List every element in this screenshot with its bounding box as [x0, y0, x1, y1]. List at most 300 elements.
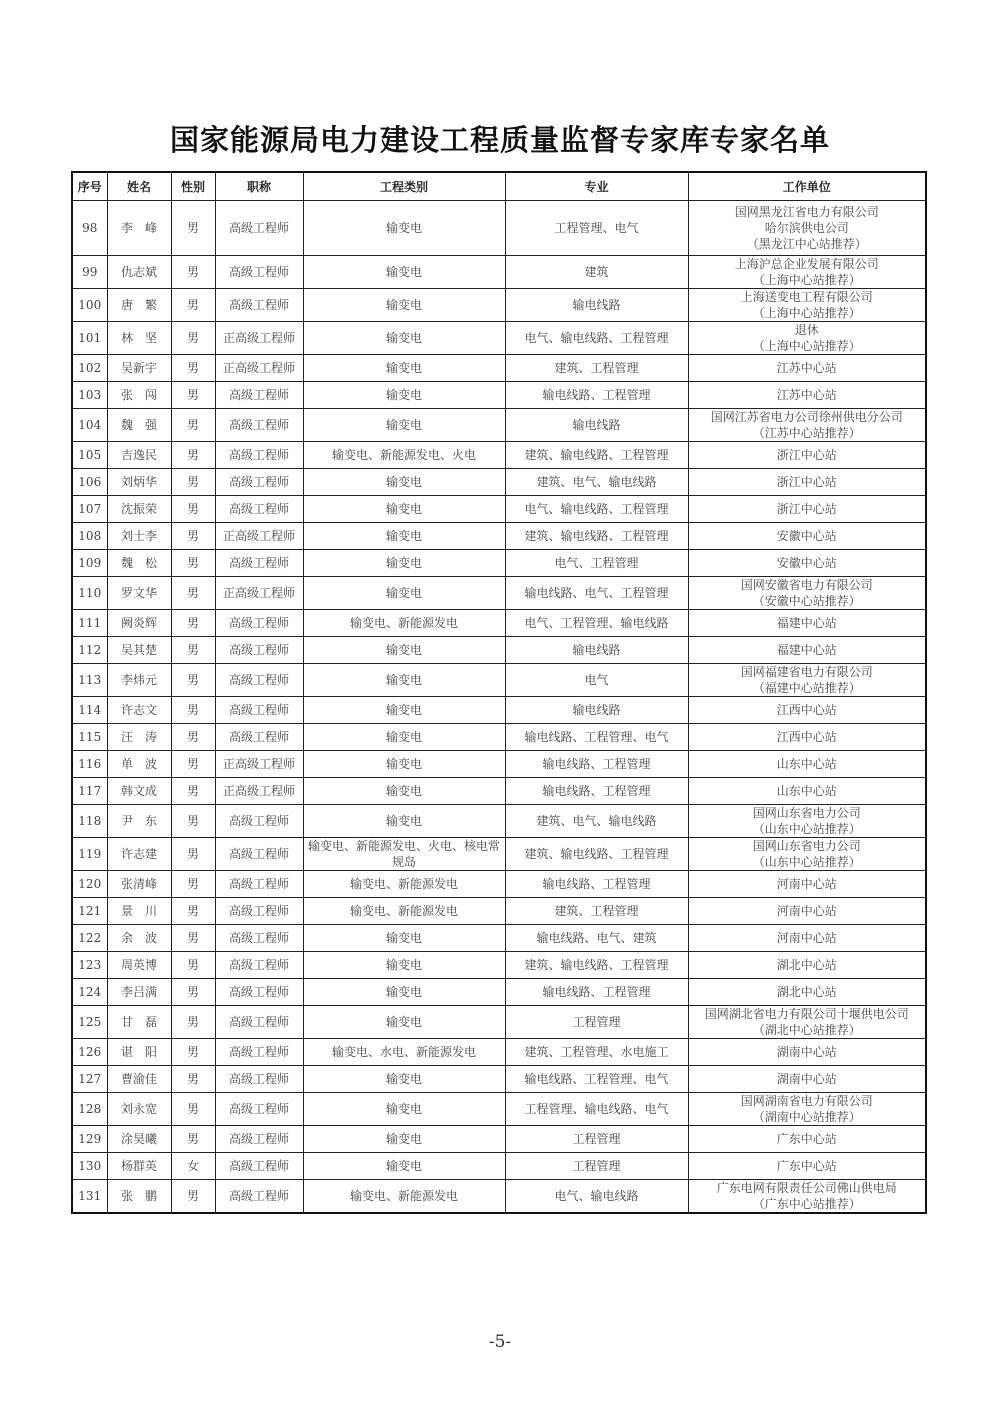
cell-gender: 男	[171, 577, 215, 610]
cell-name: 仇志斌	[107, 256, 171, 289]
table-row	[72, 289, 926, 322]
cell-name: 许志文	[107, 697, 171, 724]
cell-specialty: 输电线路、工程管理	[505, 778, 688, 805]
header-col-title: 职称	[215, 172, 303, 201]
cell-title: 高级工程师	[215, 409, 303, 442]
work-unit-line: （湖北中心站推荐）	[752, 1023, 861, 1037]
cell-index: 102	[72, 355, 107, 382]
cell-index: 119	[72, 838, 107, 871]
cell-project-category: 输变电	[303, 523, 505, 550]
table-row	[72, 256, 926, 289]
page-number: -5-	[488, 1332, 512, 1352]
cell-gender: 男	[171, 1180, 215, 1214]
cell-index: 110	[72, 577, 107, 610]
work-unit-line: （山东中心站推荐）	[752, 822, 861, 836]
cell-specialty: 建筑、电气、输电线路	[505, 469, 688, 496]
cell-specialty: 电气、输电线路、工程管理	[505, 496, 688, 523]
work-unit-line: （山东中心站推荐）	[752, 855, 861, 869]
cell-work-unit	[688, 355, 926, 382]
page-title: 国家能源局电力建设工程质量监督专家库专家名单	[169, 123, 830, 157]
cell-project-category: 输变电、新能源发电、火电	[303, 442, 505, 469]
cell-name: 周英博	[107, 952, 171, 979]
cell-project-category: 输变电	[303, 577, 505, 610]
cell-project-category: 输变电	[303, 469, 505, 496]
cell-specialty: 输电线路、工程管理	[505, 751, 688, 778]
cell-specialty: 输电线路、电气、建筑	[505, 925, 688, 952]
cell-work-unit	[688, 952, 926, 979]
cell-specialty: 建筑、输电线路、工程管理	[505, 523, 688, 550]
work-unit-line: 哈尔滨供电公司	[764, 221, 849, 235]
table-row	[72, 898, 926, 925]
cell-work-unit	[688, 1126, 926, 1153]
cell-index: 114	[72, 697, 107, 724]
work-unit-line: 山东中心站	[776, 784, 837, 798]
cell-title: 正高级工程师	[215, 778, 303, 805]
table-row	[72, 751, 926, 778]
cell-project-category: 输变电	[303, 751, 505, 778]
cell-project-category: 输变电、新能源发电	[303, 871, 505, 898]
cell-gender: 男	[171, 664, 215, 697]
cell-index: 100	[72, 289, 107, 322]
cell-index: 104	[72, 409, 107, 442]
table-row	[72, 664, 926, 697]
cell-name: 刘炳华	[107, 469, 171, 496]
cell-specialty: 电气、工程管理、输电线路	[505, 610, 688, 637]
table-row	[72, 496, 926, 523]
cell-index: 124	[72, 979, 107, 1006]
work-unit-line: 安徽中心站	[776, 529, 837, 543]
cell-project-category: 输变电	[303, 550, 505, 577]
cell-specialty: 建筑、输电线路、工程管理	[505, 442, 688, 469]
table-row	[72, 838, 926, 871]
work-unit-line: 国网湖南省电力有限公司	[740, 1094, 873, 1108]
table-row	[72, 409, 926, 442]
table-row	[72, 577, 926, 610]
table-row	[72, 1126, 926, 1153]
cell-index: 109	[72, 550, 107, 577]
header-col-project-category: 工程类别	[303, 172, 505, 201]
cell-work-unit	[688, 1093, 926, 1126]
cell-index: 108	[72, 523, 107, 550]
cell-name: 韩文成	[107, 778, 171, 805]
work-unit-line: 国网黑龙江省电力有限公司	[734, 205, 879, 219]
cell-index: 116	[72, 751, 107, 778]
cell-work-unit	[688, 805, 926, 838]
work-unit-line: 浙江中心站	[776, 502, 837, 516]
work-unit-line: 退休	[794, 323, 819, 337]
cell-specialty: 输电线路、工程管理、电气	[505, 1066, 688, 1093]
cell-project-category: 输变电、水电、新能源发电	[303, 1039, 505, 1066]
table-row	[72, 697, 926, 724]
table-row	[72, 382, 926, 409]
cell-index: 107	[72, 496, 107, 523]
cell-title: 高级工程师	[215, 724, 303, 751]
cell-name: 汪 涛	[107, 724, 171, 751]
cell-work-unit	[688, 442, 926, 469]
cell-gender: 男	[171, 637, 215, 664]
cell-project-category: 输变电	[303, 496, 505, 523]
cell-specialty: 输电线路、电气、工程管理	[505, 577, 688, 610]
table-row	[72, 469, 926, 496]
cell-work-unit	[688, 610, 926, 637]
cell-name: 李 峰	[107, 201, 171, 256]
table-row	[72, 523, 926, 550]
table-row	[72, 1006, 926, 1039]
cell-specialty: 输电线路	[505, 697, 688, 724]
work-unit-line: 江西中心站	[776, 730, 837, 744]
work-unit-line: （湖南中心站推荐）	[752, 1110, 861, 1124]
cell-name: 张清峰	[107, 871, 171, 898]
cell-specialty: 输电线路	[505, 409, 688, 442]
cell-title: 高级工程师	[215, 1066, 303, 1093]
cell-index: 126	[72, 1039, 107, 1066]
cell-name: 刘永宽	[107, 1093, 171, 1126]
cell-project-category: 输变电	[303, 201, 505, 256]
table-header-row	[72, 172, 926, 201]
cell-specialty: 输电线路	[505, 637, 688, 664]
cell-name: 吴其楚	[107, 637, 171, 664]
cell-title: 正高级工程师	[215, 355, 303, 382]
table-row	[72, 201, 926, 256]
cell-title: 高级工程师	[215, 289, 303, 322]
cell-title: 正高级工程师	[215, 322, 303, 355]
cell-name: 吴新宇	[107, 355, 171, 382]
cell-title: 高级工程师	[215, 1006, 303, 1039]
cell-name: 张 闯	[107, 382, 171, 409]
cell-name: 甘 磊	[107, 1006, 171, 1039]
table-row	[72, 610, 926, 637]
work-unit-line: 河南中心站	[776, 904, 837, 918]
cell-title: 高级工程师	[215, 838, 303, 871]
cell-index: 101	[72, 322, 107, 355]
table-row	[72, 1153, 926, 1180]
cell-work-unit	[688, 697, 926, 724]
cell-work-unit	[688, 469, 926, 496]
cell-gender: 男	[171, 256, 215, 289]
cell-gender: 男	[171, 724, 215, 751]
cell-gender: 男	[171, 550, 215, 577]
cell-project-category: 输变电	[303, 1093, 505, 1126]
cell-index: 123	[72, 952, 107, 979]
cell-title: 高级工程师	[215, 925, 303, 952]
cell-work-unit	[688, 637, 926, 664]
cell-title: 高级工程师	[215, 442, 303, 469]
expert-table	[71, 171, 927, 1214]
cell-gender: 男	[171, 805, 215, 838]
cell-name: 曹渝佳	[107, 1066, 171, 1093]
cell-title: 高级工程师	[215, 1093, 303, 1126]
cell-specialty: 工程管理	[505, 1006, 688, 1039]
cell-specialty: 电气、输电线路	[505, 1180, 688, 1214]
cell-gender: 男	[171, 610, 215, 637]
cell-work-unit	[688, 496, 926, 523]
work-unit-line: 湖北中心站	[776, 985, 837, 999]
work-unit-line: 山东中心站	[776, 757, 837, 771]
work-unit-line: （江苏中心站推荐）	[752, 426, 861, 440]
cell-name: 尹 东	[107, 805, 171, 838]
cell-work-unit	[688, 751, 926, 778]
cell-work-unit	[688, 838, 926, 871]
cell-project-category: 输变电	[303, 1153, 505, 1180]
cell-title: 高级工程师	[215, 1153, 303, 1180]
cell-work-unit	[688, 1066, 926, 1093]
cell-specialty: 输电线路	[505, 289, 688, 322]
cell-name: 许志建	[107, 838, 171, 871]
cell-title: 高级工程师	[215, 898, 303, 925]
cell-specialty: 电气、输电线路、工程管理	[505, 322, 688, 355]
cell-gender: 男	[171, 778, 215, 805]
cell-specialty: 电气	[505, 664, 688, 697]
cell-title: 高级工程师	[215, 952, 303, 979]
cell-name: 杨群英	[107, 1153, 171, 1180]
header-col-work-unit: 工作单位	[688, 172, 926, 201]
cell-title: 高级工程师	[215, 1180, 303, 1214]
header-col-gender: 性别	[171, 172, 215, 201]
cell-work-unit	[688, 1153, 926, 1180]
cell-gender: 男	[171, 382, 215, 409]
work-unit-line: 湖北中心站	[776, 958, 837, 972]
table-row	[72, 1180, 926, 1214]
cell-project-category: 输变电	[303, 409, 505, 442]
cell-work-unit	[688, 925, 926, 952]
cell-specialty: 建筑、工程管理	[505, 898, 688, 925]
table-row	[72, 355, 926, 382]
cell-index: 130	[72, 1153, 107, 1180]
work-unit-line: 江苏中心站	[776, 361, 837, 375]
cell-work-unit	[688, 724, 926, 751]
cell-title: 高级工程师	[215, 637, 303, 664]
work-unit-line: 国网江苏省电力公司徐州供电分公司	[710, 410, 903, 424]
work-unit-line: 上海沪总企业发展有限公司	[734, 257, 879, 271]
work-unit-line: 湖南中心站	[776, 1045, 837, 1059]
cell-project-category: 输变电、新能源发电	[303, 898, 505, 925]
cell-name: 魏 强	[107, 409, 171, 442]
work-unit-line: 广东中心站	[776, 1132, 837, 1146]
cell-index: 99	[72, 256, 107, 289]
cell-gender: 男	[171, 442, 215, 469]
cell-index: 118	[72, 805, 107, 838]
cell-work-unit	[688, 1180, 926, 1214]
cell-gender: 男	[171, 751, 215, 778]
cell-name: 吉逸民	[107, 442, 171, 469]
cell-gender: 男	[171, 925, 215, 952]
cell-gender: 男	[171, 697, 215, 724]
cell-specialty: 建筑、输电线路、工程管理	[505, 838, 688, 871]
cell-work-unit	[688, 289, 926, 322]
work-unit-line: 江西中心站	[776, 703, 837, 717]
cell-specialty: 工程管理	[505, 1126, 688, 1153]
cell-index: 112	[72, 637, 107, 664]
cell-project-category: 输变电	[303, 1126, 505, 1153]
cell-project-category: 输变电	[303, 925, 505, 952]
cell-gender: 男	[171, 1006, 215, 1039]
cell-work-unit	[688, 201, 926, 256]
cell-index: 131	[72, 1180, 107, 1214]
cell-title: 高级工程师	[215, 550, 303, 577]
cell-index: 106	[72, 469, 107, 496]
cell-project-category: 输变电	[303, 664, 505, 697]
cell-name: 谌 阳	[107, 1039, 171, 1066]
cell-title: 正高级工程师	[215, 523, 303, 550]
table-row	[72, 871, 926, 898]
cell-specialty: 工程管理、电气	[505, 201, 688, 256]
table-row	[72, 322, 926, 355]
cell-name: 刘士李	[107, 523, 171, 550]
work-unit-line: 湖南中心站	[776, 1072, 837, 1086]
table-row	[72, 550, 926, 577]
cell-work-unit	[688, 898, 926, 925]
cell-specialty: 建筑、输电线路、工程管理	[505, 952, 688, 979]
header-col-specialty: 专业	[505, 172, 688, 201]
cell-project-category: 输变电、新能源发电	[303, 1180, 505, 1214]
cell-title: 高级工程师	[215, 382, 303, 409]
work-unit-line: 广东中心站	[776, 1159, 837, 1173]
cell-name: 涂昊曦	[107, 1126, 171, 1153]
cell-work-unit	[688, 382, 926, 409]
cell-gender: 男	[171, 523, 215, 550]
cell-index: 113	[72, 664, 107, 697]
cell-title: 高级工程师	[215, 1039, 303, 1066]
table-row	[72, 637, 926, 664]
table-row	[72, 778, 926, 805]
cell-gender: 女	[171, 1153, 215, 1180]
cell-name: 李炜元	[107, 664, 171, 697]
cell-gender: 男	[171, 952, 215, 979]
cell-gender: 男	[171, 201, 215, 256]
cell-name: 林 坚	[107, 322, 171, 355]
cell-title: 高级工程师	[215, 1126, 303, 1153]
table-row	[72, 952, 926, 979]
cell-specialty: 建筑、工程管理、水电施工	[505, 1039, 688, 1066]
cell-name: 单 波	[107, 751, 171, 778]
table-row	[72, 442, 926, 469]
cell-gender: 男	[171, 898, 215, 925]
cell-project-category: 输变电、新能源发电、火电、核电常规岛	[303, 838, 505, 871]
cell-project-category: 输变电	[303, 355, 505, 382]
cell-title: 高级工程师	[215, 979, 303, 1006]
cell-work-unit	[688, 871, 926, 898]
cell-specialty: 输电线路、工程管理	[505, 871, 688, 898]
cell-title: 高级工程师	[215, 610, 303, 637]
table-row	[72, 724, 926, 751]
cell-index: 103	[72, 382, 107, 409]
cell-project-category: 输变电	[303, 805, 505, 838]
work-unit-line: 浙江中心站	[776, 475, 837, 489]
cell-title: 正高级工程师	[215, 751, 303, 778]
cell-specialty: 工程管理	[505, 1153, 688, 1180]
table-row	[72, 805, 926, 838]
work-unit-line: 浙江中心站	[776, 448, 837, 462]
cell-gender: 男	[171, 496, 215, 523]
cell-index: 98	[72, 201, 107, 256]
cell-gender: 男	[171, 1093, 215, 1126]
header-col-index: 序号	[72, 172, 107, 201]
work-unit-line: （上海中心站推荐）	[752, 306, 861, 320]
cell-work-unit	[688, 778, 926, 805]
cell-name: 魏 松	[107, 550, 171, 577]
cell-title: 高级工程师	[215, 256, 303, 289]
cell-gender: 男	[171, 979, 215, 1006]
work-unit-line: 福建中心站	[776, 643, 837, 657]
cell-gender: 男	[171, 289, 215, 322]
cell-index: 115	[72, 724, 107, 751]
cell-name: 李吕满	[107, 979, 171, 1006]
work-unit-line: 安徽中心站	[776, 556, 837, 570]
cell-project-category: 输变电	[303, 1006, 505, 1039]
work-unit-line: （上海中心站推荐）	[752, 273, 861, 287]
cell-name: 张 鹏	[107, 1180, 171, 1214]
work-unit-line: 国网湖北省电力有限公司十堰供电公司	[704, 1007, 909, 1021]
cell-name: 沈振荣	[107, 496, 171, 523]
cell-index: 127	[72, 1066, 107, 1093]
work-unit-line: 国网山东省电力公司	[752, 839, 861, 853]
cell-project-category: 输变电	[303, 1066, 505, 1093]
work-unit-line: （上海中心站推荐）	[752, 339, 861, 353]
cell-index: 120	[72, 871, 107, 898]
cell-index: 122	[72, 925, 107, 952]
cell-work-unit	[688, 577, 926, 610]
cell-specialty: 输电线路、工程管理	[505, 979, 688, 1006]
cell-title: 正高级工程师	[215, 577, 303, 610]
cell-gender: 男	[171, 409, 215, 442]
cell-index: 128	[72, 1093, 107, 1126]
cell-name: 阙炎辉	[107, 610, 171, 637]
cell-project-category: 输变电、新能源发电	[303, 610, 505, 637]
table-row	[72, 979, 926, 1006]
cell-title: 高级工程师	[215, 469, 303, 496]
cell-work-unit	[688, 409, 926, 442]
cell-gender: 男	[171, 871, 215, 898]
cell-gender: 男	[171, 1066, 215, 1093]
cell-work-unit	[688, 550, 926, 577]
cell-project-category: 输变电	[303, 256, 505, 289]
cell-project-category: 输变电	[303, 322, 505, 355]
cell-index: 105	[72, 442, 107, 469]
cell-name: 余 波	[107, 925, 171, 952]
cell-specialty: 电气、工程管理	[505, 550, 688, 577]
cell-specialty: 工程管理、输电线路、电气	[505, 1093, 688, 1126]
cell-gender: 男	[171, 1126, 215, 1153]
cell-work-unit	[688, 1039, 926, 1066]
cell-gender: 男	[171, 322, 215, 355]
cell-specialty: 建筑、工程管理	[505, 355, 688, 382]
cell-specialty: 输电线路、工程管理、电气	[505, 724, 688, 751]
cell-specialty: 建筑	[505, 256, 688, 289]
cell-work-unit	[688, 664, 926, 697]
cell-project-category: 输变电	[303, 637, 505, 664]
cell-title: 高级工程师	[215, 805, 303, 838]
cell-gender: 男	[171, 469, 215, 496]
work-unit-line: 江苏中心站	[776, 388, 837, 402]
cell-title: 高级工程师	[215, 871, 303, 898]
work-unit-line: 河南中心站	[776, 931, 837, 945]
cell-title: 高级工程师	[215, 496, 303, 523]
work-unit-line: 广东电网有限责任公司佛山供电局	[716, 1181, 897, 1195]
cell-project-category: 输变电	[303, 697, 505, 724]
work-unit-line: （福建中心站推荐）	[752, 681, 861, 695]
cell-work-unit	[688, 1006, 926, 1039]
cell-title: 高级工程师	[215, 697, 303, 724]
cell-index: 121	[72, 898, 107, 925]
work-unit-line: （广东中心站推荐）	[752, 1197, 861, 1211]
cell-name: 罗文华	[107, 577, 171, 610]
work-unit-line: （黑龙江中心站推荐）	[746, 237, 867, 251]
cell-gender: 男	[171, 1039, 215, 1066]
table-row	[72, 1093, 926, 1126]
work-unit-line: 国网福建省电力有限公司	[740, 665, 873, 679]
work-unit-line: 上海送变电工程有限公司	[740, 290, 873, 304]
cell-gender: 男	[171, 355, 215, 382]
